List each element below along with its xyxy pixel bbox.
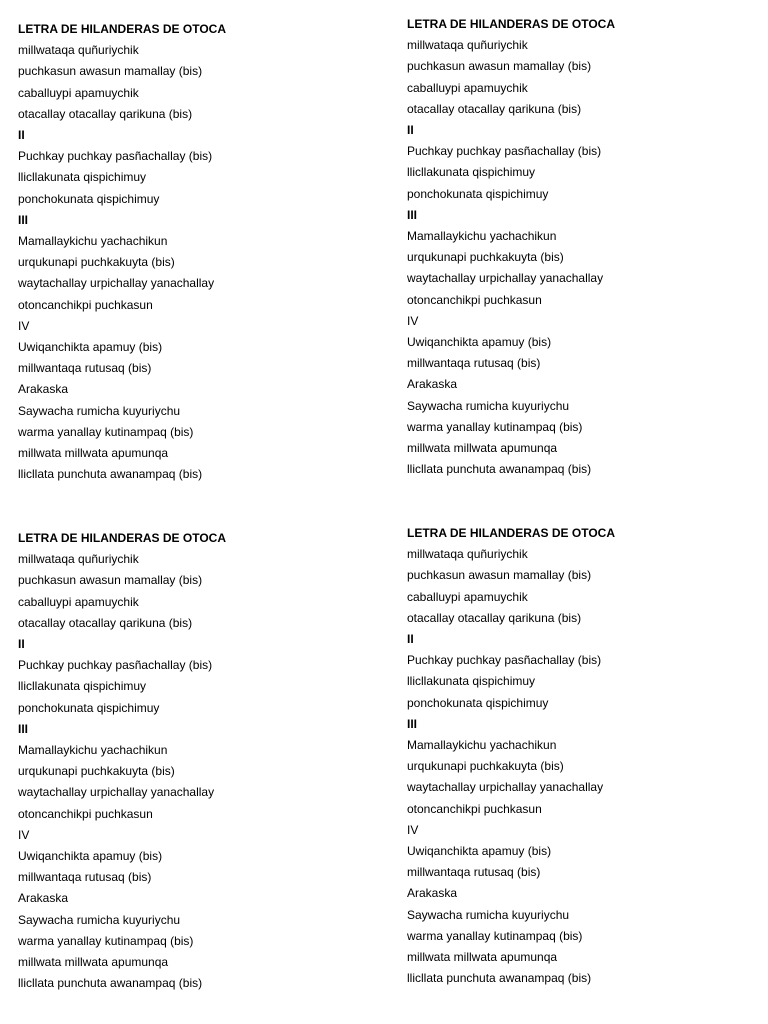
lyric-line: warma yanallay kutinampaq (bis) — [18, 933, 194, 948]
lyric-line: urqukunapi puchkakuyta (bis) — [18, 255, 175, 270]
lyric-line: Puchkay puchkay pasñachallay (bis) — [18, 149, 213, 164]
lyric-line: puchkasun awasun mamallay (bis) — [407, 59, 592, 74]
lyric-line: caballuypi apamuychik — [18, 85, 139, 100]
lyric-line: millwantaqa rutusaq (bis) — [18, 870, 152, 885]
lyric-line: waytachallay urpichallay yanachallay — [407, 271, 604, 286]
lyric-line: otacallay otacallay qarikuna (bis) — [407, 101, 582, 116]
lyric-line: II — [18, 637, 25, 652]
lyric-line: llicllata punchuta awanampaq (bis) — [407, 971, 592, 986]
lyric-line: urqukunapi puchkakuyta (bis) — [407, 250, 564, 265]
lyric-line: IV — [18, 318, 30, 333]
lyric-line: caballuypi apamuychik — [407, 80, 528, 95]
lyrics-lines — [407, 544, 757, 989]
lyric-line: Mamallaykichu yachachikun — [407, 738, 557, 753]
lyrics-lines — [18, 40, 368, 485]
lyric-line: Uwiqanchikta apamuy (bis) — [18, 849, 163, 864]
lyric-line: otoncanchikpi puchkasun — [18, 297, 153, 312]
lyric-line: urqukunapi puchkakuyta (bis) — [18, 764, 175, 779]
lyric-line: Saywacha rumicha kuyuriychu — [407, 398, 570, 413]
lyric-line: Arakaska — [18, 891, 69, 906]
lyric-line: millwataqa quñuriychik — [18, 552, 139, 567]
lyric-line: otacallay otacallay qarikuna (bis) — [18, 615, 193, 630]
lyric-line: warma yanallay kutinampaq (bis) — [407, 928, 583, 943]
lyric-line: Arakaska — [407, 886, 458, 901]
lyric-line: puchkasun awasun mamallay (bis) — [407, 568, 592, 583]
lyric-line: Mamallaykichu yachachikun — [18, 743, 168, 758]
lyric-line: IV — [407, 822, 419, 837]
lyric-line: millwata millwata apumunqa — [407, 950, 558, 965]
lyric-line: III — [18, 721, 29, 736]
lyric-line: millwataqa quñuriychik — [407, 38, 528, 53]
lyric-line: Mamallaykichu yachachikun — [18, 234, 168, 249]
lyric-line: Puchkay puchkay pasñachallay (bis) — [18, 658, 213, 673]
lyric-line: ponchokunata qispichimuy — [18, 700, 160, 715]
lyric-line: ponchokunata qispichimuy — [18, 191, 160, 206]
lyric-line: Puchkay puchkay pasñachallay (bis) — [407, 144, 602, 159]
lyric-line: ponchokunata qispichimuy — [407, 695, 549, 710]
lyric-line: Mamallaykichu yachachikun — [407, 229, 557, 244]
lyric-line: llicllakunata qispichimuy — [407, 165, 536, 180]
lyric-line: III — [407, 716, 418, 731]
lyrics-title: LETRA DE HILANDERAS DE OTOCA — [18, 531, 227, 545]
lyric-line: millwataqa quñuriychik — [18, 43, 139, 58]
lyric-line: otoncanchikpi puchkasun — [18, 806, 153, 821]
lyric-line: III — [407, 207, 418, 222]
lyric-line: llicllakunata qispichimuy — [407, 674, 536, 689]
lyric-line: millwantaqa rutusaq (bis) — [18, 361, 152, 376]
lyric-line: II — [407, 123, 414, 138]
lyrics-title: LETRA DE HILANDERAS DE OTOCA — [18, 22, 227, 36]
lyric-line: Saywacha rumicha kuyuriychu — [407, 907, 570, 922]
lyric-line: millwata millwata apumunqa — [18, 446, 169, 461]
lyric-line: millwata millwata apumunqa — [407, 441, 558, 456]
lyric-line: Arakaska — [407, 377, 458, 392]
lyrics-lines — [18, 549, 368, 994]
lyrics-title: LETRA DE HILANDERAS DE OTOCA — [407, 17, 616, 31]
lyric-line: Uwiqanchikta apamuy (bis) — [407, 844, 552, 859]
lyrics-block-bottom-left — [18, 528, 368, 994]
lyric-line: II — [407, 632, 414, 647]
lyric-line: otacallay otacallay qarikuna (bis) — [18, 106, 193, 121]
lyric-line: otacallay otacallay qarikuna (bis) — [407, 610, 582, 625]
lyrics-lines — [407, 35, 757, 480]
lyric-line: caballuypi apamuychik — [18, 594, 139, 609]
lyrics-block-top-left — [18, 19, 368, 485]
lyric-line: Uwiqanchikta apamuy (bis) — [18, 340, 163, 355]
lyric-line: millwantaqa rutusaq (bis) — [407, 356, 541, 371]
lyric-line: otoncanchikpi puchkasun — [407, 292, 542, 307]
lyric-line: waytachallay urpichallay yanachallay — [18, 785, 215, 800]
lyric-line: IV — [407, 313, 419, 328]
lyric-line: ponchokunata qispichimuy — [407, 186, 549, 201]
lyrics-block-top-right — [407, 14, 757, 480]
lyric-line: warma yanallay kutinampaq (bis) — [407, 419, 583, 434]
lyric-line: llicllakunata qispichimuy — [18, 679, 147, 694]
lyrics-block-bottom-right — [407, 523, 757, 989]
lyric-line: waytachallay urpichallay yanachallay — [407, 780, 604, 795]
lyric-line: Puchkay puchkay pasñachallay (bis) — [407, 653, 602, 668]
lyric-line: llicllata punchuta awanampaq (bis) — [407, 462, 592, 477]
lyric-line: millwataqa quñuriychik — [407, 547, 528, 562]
lyric-line: II — [18, 128, 25, 143]
lyric-line: IV — [18, 827, 30, 842]
lyric-line: otoncanchikpi puchkasun — [407, 801, 542, 816]
lyric-line: millwantaqa rutusaq (bis) — [407, 865, 541, 880]
lyric-line: millwata millwata apumunqa — [18, 955, 169, 970]
lyric-line: waytachallay urpichallay yanachallay — [18, 276, 215, 291]
lyric-line: Saywacha rumicha kuyuriychu — [18, 912, 181, 927]
lyric-line: III — [18, 212, 29, 227]
lyric-line: puchkasun awasun mamallay (bis) — [18, 573, 203, 588]
lyric-line: warma yanallay kutinampaq (bis) — [18, 424, 194, 439]
lyric-line: Saywacha rumicha kuyuriychu — [18, 403, 181, 418]
lyric-line: Uwiqanchikta apamuy (bis) — [407, 335, 552, 350]
lyrics-title: LETRA DE HILANDERAS DE OTOCA — [407, 526, 616, 540]
lyric-line: puchkasun awasun mamallay (bis) — [18, 64, 203, 79]
lyric-line: llicllakunata qispichimuy — [18, 170, 147, 185]
lyric-line: llicllata punchuta awanampaq (bis) — [18, 467, 203, 482]
lyric-line: urqukunapi puchkakuyta (bis) — [407, 759, 564, 774]
lyric-line: llicllata punchuta awanampaq (bis) — [18, 976, 203, 991]
lyric-line: caballuypi apamuychik — [407, 589, 528, 604]
lyric-line: Arakaska — [18, 382, 69, 397]
